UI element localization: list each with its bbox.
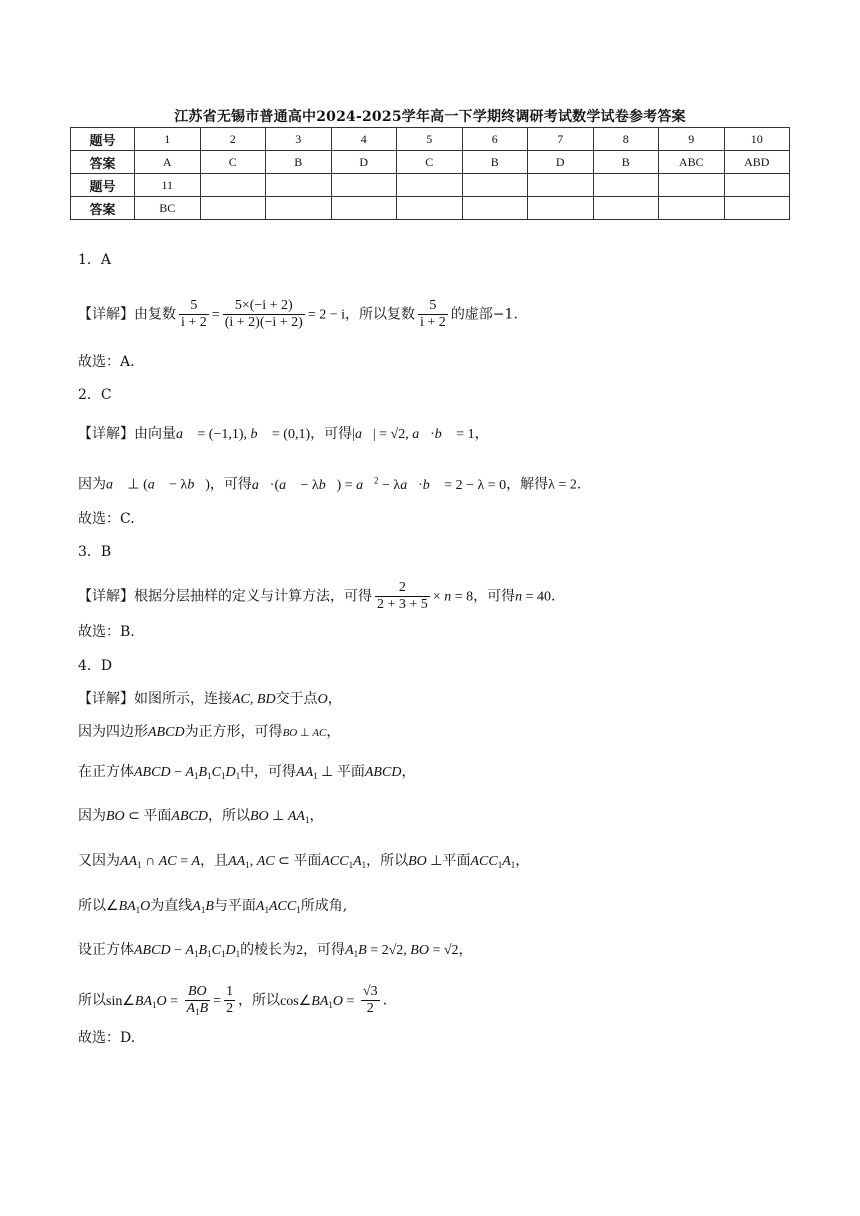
table-cell (724, 174, 790, 197)
fraction: $\frac{2}{2 + 3 + 5}$ (377, 580, 428, 613)
table-cell: 2 (200, 128, 266, 151)
table-cell (659, 174, 725, 197)
q3-choice: 故选：B. (78, 624, 135, 640)
table-cell: 11 (135, 174, 201, 197)
q1-heading: 1．A (78, 252, 112, 268)
q4-l4-text-c: ，所以 (207, 808, 250, 824)
q4-l6-text-b: 为直线 (150, 898, 193, 914)
q3-heading: 3．B (78, 544, 112, 560)
table-cell: 6 (462, 128, 528, 151)
q4-l7-text-b: 的棱长为 (240, 942, 297, 958)
q4-l5-text-c: 平面 (293, 853, 322, 869)
q1-detail-prefix: 【详解】由复数 (78, 306, 176, 323)
q4-line3: 在正方体ABCD − $A_1B_1C_1D_1$中，可得$AA_1$ ⊥ 平面ABCD， (78, 764, 416, 781)
q4-line1: 【详解】如图所示，连接AC, BD交于点O， (78, 691, 342, 707)
q4-line2: 因为四边形ABCD为正方形，可得BO ⊥ AC， (78, 724, 341, 740)
table-cell (593, 174, 659, 197)
q4-l7-text-c: ，可得 (303, 942, 346, 958)
q2-l2-tail: ，解得 (506, 476, 549, 493)
q2-line1: 【详解】由向量a⃗ = (−1,1), b⃗ = (0,1)，可得|a⃗| = √2, a⃗·b⃗ = 1， (78, 426, 489, 442)
q4-l5-text-e: 平面 (442, 853, 471, 869)
fraction: $\frac{√3}{2}$ (362, 984, 378, 1017)
q1-choice: 故选：A. (78, 354, 135, 370)
q4-l2-text-b: 为正方形，可得 (184, 724, 283, 740)
table-cell (266, 174, 332, 197)
q1-tail-text: 的虚部−1. (450, 306, 518, 323)
table-cell: D (331, 151, 397, 174)
table-cell: 10 (724, 128, 790, 151)
q2-l1-mid: ，可得 (310, 426, 353, 442)
table-header-cell: 答案 (71, 197, 135, 220)
table-cell: A (135, 151, 201, 174)
table-cell: 9 (659, 128, 725, 151)
q2-l2-mid: ，可得 (209, 476, 252, 493)
q1-detail: 【详解】由复数 $\frac{5}{i + 2}$ = $\frac{5\times(-i + 2)}{(i + 2)(-i + 2)}$ = 2 − i，所以复数 $\frac{5}{i + 2}$ 的虚部−1. (78, 298, 518, 331)
q4-heading: 4．D (78, 658, 113, 674)
q4-l2-text: 因为四边形 (78, 724, 148, 740)
table-cell: 1 (135, 128, 201, 151)
table-cell: 5 (397, 128, 463, 151)
table-cell (593, 197, 659, 220)
table-row (71, 197, 790, 220)
q2-l2-prefix: 因为 (78, 476, 106, 493)
q2-heading: 2．C (78, 387, 112, 403)
q4-line6: 所以$\angle BA_1O$为直线$A_1B$与平面$A_1ACC_1$所成角, (78, 898, 348, 915)
q4-l3-text: 在正方体 (78, 764, 134, 780)
table-cell: 3 (266, 128, 332, 151)
table-cell (200, 197, 266, 220)
table-row (71, 151, 790, 174)
q3-l1-prefix: 【详解】根据分层抽样的定义与计算方法，可得 (78, 588, 372, 605)
q4-l3-text-c: 平面 (336, 764, 365, 780)
table-cell: C (397, 151, 463, 174)
q2-l1-prefix: 【详解】由向量 (78, 426, 176, 442)
q4-l3-text-b: 中，可得 (240, 764, 297, 780)
q4-l5-text-b: ，且 (200, 853, 229, 869)
q4-line7: 设正方体ABCD − $A_1B_1C_1D_1$的棱长为2，可得$A_1B = 2√2$, BO = √2， (78, 942, 473, 959)
table-cell (724, 197, 790, 220)
fraction: $\frac{5}{i + 2}$ (420, 298, 446, 331)
table-row (71, 128, 790, 151)
table-header-cell: 题号 (71, 128, 135, 151)
table-cell: BC (135, 197, 201, 220)
q4-l6-text-c: 与平面 (213, 898, 256, 914)
table-cell: ABC (659, 151, 725, 174)
table-cell (200, 174, 266, 197)
q4-l6-text-d: 所成角, (300, 898, 348, 914)
q4-l5-text: 又因为 (78, 853, 120, 869)
table-cell (331, 174, 397, 197)
table-cell (397, 197, 463, 220)
q4-l1-text: 【详解】如图所示，连接 (78, 691, 232, 707)
q2-line2: 因为a⃗ ⊥ (a⃗ − λb⃗)，可得a⃗·(a⃗ − λb⃗) = a⃗$^2$ − λa⃗·b⃗ = 2 − λ = 0，解得λ = 2. (78, 475, 582, 493)
q4-line8: 所以$\sin\angle BA_1O$ = $\frac{BO}{A_1B}$ = $\frac{1}{2}$ ，所以$\cos\angle BA_1O$ = $\frac{√3}{2}$ . (78, 984, 388, 1018)
table-row (71, 174, 790, 197)
table-cell: 8 (593, 128, 659, 151)
fraction: $\frac{BO}{A_1B}$ (186, 984, 209, 1018)
page-title: 江苏省无锡市普通高中2024-2025学年高一下学期终调研考试数学试卷参考答案 (174, 109, 686, 125)
table-cell: 4 (331, 128, 397, 151)
q4-l8-text-b: ，所以 (238, 992, 281, 1009)
table-cell: B (593, 151, 659, 174)
fraction: $\frac{5\times(-i + 2)}{(i + 2)(-i + 2)}$ (224, 298, 303, 331)
table-cell: B (462, 151, 528, 174)
q4-l4-text-b: 平面 (143, 808, 172, 824)
fraction: $\frac{5}{i + 2}$ (181, 298, 207, 331)
table-cell (528, 174, 594, 197)
table-cell: D (528, 151, 594, 174)
table-cell: C (200, 151, 266, 174)
table-cell (397, 174, 463, 197)
q4-line5: 又因为$AA_1$ ∩ AC = A，且$AA_1$, AC ⊂ 平面$ACC_1A_1$，所以BO ⊥平面$ACC_1A_1$， (78, 853, 530, 870)
answer-table (70, 127, 790, 220)
q1-mid-text: ，所以复数 (345, 306, 416, 323)
q4-l8-text: 所以 (78, 992, 106, 1009)
table-cell (266, 197, 332, 220)
q2-choice: 故选：C. (78, 511, 135, 527)
q3-l1-mid: ，可得 (473, 588, 516, 605)
table-cell: 7 (528, 128, 594, 151)
q4-choice: 故选：D. (78, 1030, 136, 1046)
q4-l6-text: 所以 (78, 898, 106, 914)
table-cell (462, 197, 528, 220)
q4-l1-text-b: 交于点 (275, 691, 318, 707)
q4-l4-text: 因为 (78, 808, 106, 824)
table-cell (528, 197, 594, 220)
table-cell (659, 197, 725, 220)
table-header-cell: 题号 (71, 174, 135, 197)
q3-line1: 【详解】根据分层抽样的定义与计算方法，可得 $\frac{2}{2 + 3 + 5}$ × n = 8，可得n = 40. (78, 580, 556, 613)
table-cell (462, 174, 528, 197)
table-header-cell: 答案 (71, 151, 135, 174)
fraction: $\frac{1}{2}$ (226, 984, 234, 1017)
table-cell (331, 197, 397, 220)
q4-l5-text-d: ，所以 (366, 853, 409, 869)
table-cell: ABD (724, 151, 790, 174)
table-cell: B (266, 151, 332, 174)
q4-l7-text: 设正方体 (78, 942, 134, 958)
q4-line4: 因为BO ⊂ 平面ABCD，所以BO ⊥ $AA_1$， (78, 808, 324, 825)
